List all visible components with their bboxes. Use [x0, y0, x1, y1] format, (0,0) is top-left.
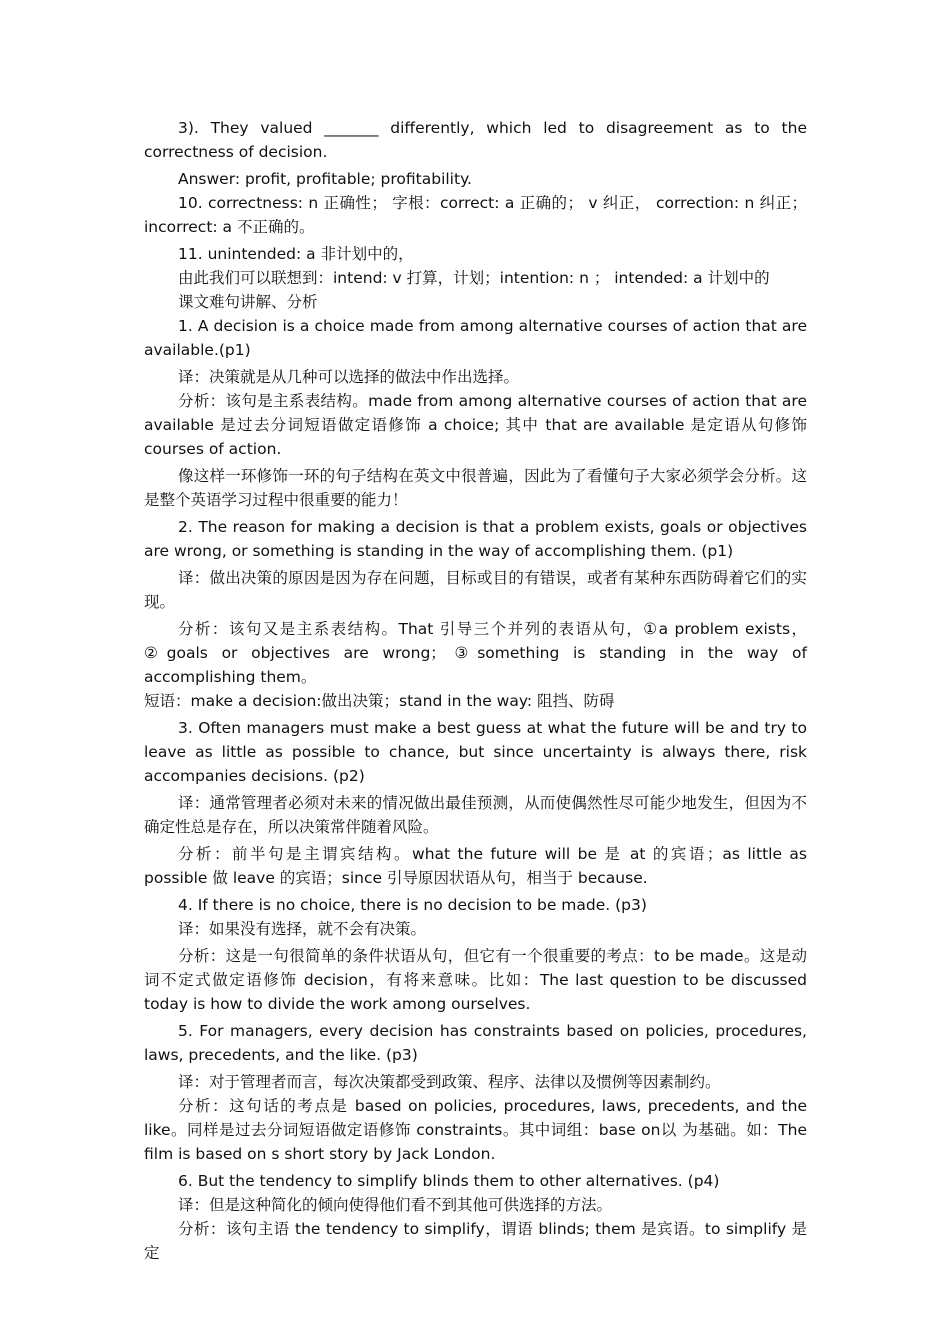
sentence-2-analysis: 分析：该句又是主系表结构。That 引导三个并列的表语从句，①a problem exists，②goals or objectives are wrong；③something is standing in the way of accomplishing them。: [144, 620, 807, 686]
sentence-2-phrases: 短语：make a decision:做出决策；stand in the way: 阻挡、防碍: [144, 692, 615, 710]
paragraph-answer: Answer: profit, profitable; profitability.: [178, 170, 472, 188]
sentence-4-analysis: 分析：这是一句很简单的条件状语从句，但它有一个很重要的考点：to be made。这是动词不定式做定语修饰 decision，有将来意味。比如：The last question to be discussed today is how to divide the work among ourselves.: [144, 947, 807, 1013]
sentence-5-analysis: 分析：这句话的考点是 based on policies, procedures, laws, precedents, and the like。同样是过去分词短语做定语修饰 constraints。其中词组：base on以 为基础。如：The film is based on s short story by Jack London.: [144, 1097, 807, 1163]
document-page: [144, 116, 807, 1265]
sentence-3-translation: 译：通常管理者必须对未来的情况做出最佳预测，从而使偶然性尽可能少地发生，但因为不确定性总是存在，所以决策常伴随着风险。: [144, 794, 807, 836]
paragraph-vocab-10: 10. correctness: n 正确性； 字根：correct: a 正确的； v 纠正， correction: n 纠正；incorrect: a 不正确的。: [144, 194, 807, 236]
sentence-3: 3. Often managers must make a best guess at what the future will be and try to leave as little as possible to chance, but since uncertainty is always there, risk accompanies decisions. (p2): [144, 719, 807, 785]
sentence-6: 6. But the tendency to simplify blinds them to other alternatives. (p4): [178, 1172, 720, 1190]
sentence-6-analysis: 分析：该句主语 the tendency to simplify，谓语 blinds; them 是宾语。to simplify 是定: [144, 1220, 807, 1262]
sentence-1-analysis: 分析：该句是主系表结构。made from among alternative courses of action that are available 是过去分词短语做定语修饰 a choice; 其中 that are available 是定语从句修饰 courses of action.: [144, 392, 807, 458]
sentence-5-translation: 译：对于管理者而言，每次决策都受到政策、程序、法律以及惯例等因素制约。: [178, 1073, 721, 1091]
sentence-4-translation: 译：如果没有选择，就不会有决策。: [178, 920, 427, 938]
sentence-3-analysis: 分析：前半句是主谓宾结构。what the future will be 是 at 的宾语；as little as possible 做 leave 的宾语；since 引导原因状语从句，相当于 because.: [144, 845, 807, 887]
sentence-2-translation: 译：做出决策的原因是因为存在问题，目标或目的有错误，或者有某种东西防碍着它们的实现。: [144, 569, 807, 611]
sentence-1: 1. A decision is a choice made from among alternative courses of action that are available.(p1): [144, 317, 807, 359]
paragraph-question-3: 3). They valued _______ differently, which led to disagreement as to the correctness of decision.: [144, 119, 807, 161]
sentence-6-translation: 译：但是这种简化的倾向使得他们看不到其他可供选择的方法。: [178, 1196, 613, 1214]
paragraph-vocab-11: 11. unintended: a 非计划中的，: [178, 245, 414, 263]
sentence-4: 4. If there is no choice, there is no decision to be made. (p3): [178, 896, 647, 914]
paragraph-vocab-11-related: 由此我们可以联想到：intend: v 打算，计划；intention: n ； intended: a 计划中的: [178, 269, 770, 287]
section-heading: 课文难句讲解、分析: [178, 293, 318, 311]
sentence-1-note: 像这样一环修饰一环的句子结构在英文中很普遍，因此为了看懂句子大家必须学会分析。这是整个英语学习过程中很重要的能力！: [144, 467, 807, 509]
sentence-5: 5. For managers, every decision has constraints based on policies, procedures, laws, precedents, and the like. (p3): [144, 1022, 807, 1064]
sentence-1-translation: 译：决策就是从几种可以选择的做法中作出选择。: [178, 368, 520, 386]
sentence-2: 2. The reason for making a decision is that a problem exists, goals or objectives are wrong, or something is standing in the way of accomplishing them. (p1): [144, 518, 807, 560]
